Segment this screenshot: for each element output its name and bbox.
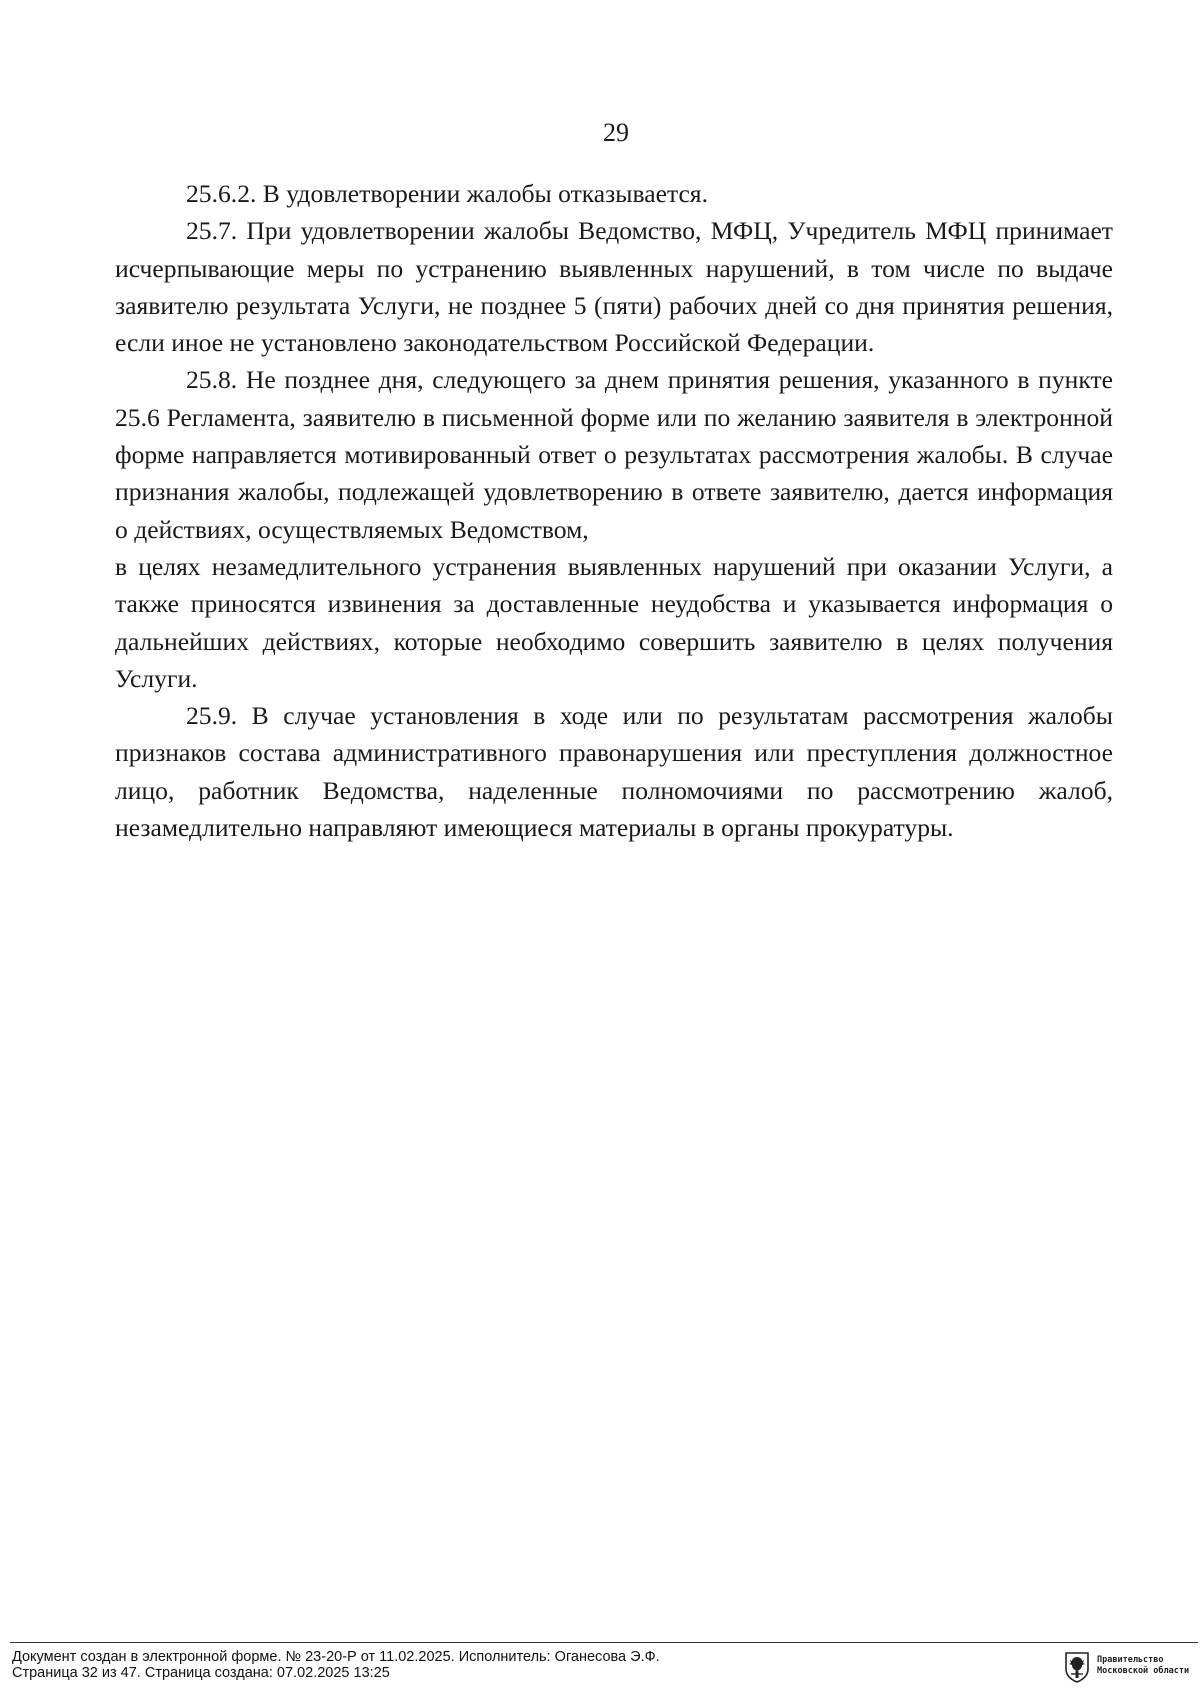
footer-divider	[10, 1642, 1198, 1643]
paragraph-25-9: 25.9. В случае установления в ходе или по результатам рассмотрения жалобы признаков состава административного правонарушения или преступления должностное лицо, работник Ведомства, наделенные полномочиями по рассмотрению жалоб, незамедлительно направляют имеющиеся материалы в органы прокуратуры.	[115, 701, 1113, 843]
paragraph-25-7: 25.7. При удовлетворении жалобы Ведомство, МФЦ, Учредитель МФЦ принимает исчерпывающие меры по устранению выявленных нарушений, в том числе по выдаче заявителю результата Услуги, не позднее 5 (пяти) рабочих дней со дня принятия решения, если иное не установлено законодательством Российской Федерации.	[115, 216, 1113, 358]
paragraph-25-6-2: 25.6.2. В удовлетворении жалобы отказывается.	[186, 179, 708, 208]
logo-text-line1: Правительство	[1097, 1655, 1164, 1665]
government-logo	[1063, 1651, 1193, 1685]
page-number: 29	[603, 118, 629, 147]
footer-document-line: Документ создан в электронной форме. № 23-20-Р от 11.02.2025. Исполнитель: Оганесова Э.Ф.	[12, 1649, 660, 1665]
footer-page-line: Страница 32 из 47. Страница создана: 07.02.2025 13:25	[12, 1665, 390, 1681]
paragraph-25-8-continuation: в целях незамедлительного устранения выявленных нарушений при оказании Услуги, а также приносятся извинения за доставленные неудобства и указывается информация о дальнейших действиях, которые необходимо совершить заявителю в целях получения Услуги.	[115, 551, 1113, 693]
footer-info	[12, 1649, 660, 1681]
paragraph-25-8: 25.8. Не позднее дня, следующего за днем принятия решения, указанного в пункте 25.6 Регламента, заявителю в письменной форме или по желанию заявителя в электронной форме направляется мотивированный ответ о результатах рассмотрения жалобы. В случае признания жалобы, подлежащей удовлетворению в ответе заявителю, дается информация о действиях, осуществляемых Ведомством,	[115, 365, 1113, 544]
coat-of-arms-icon	[1063, 1651, 1091, 1683]
logo-text-line2: Московской области	[1097, 1666, 1190, 1676]
document-body	[115, 175, 1113, 846]
